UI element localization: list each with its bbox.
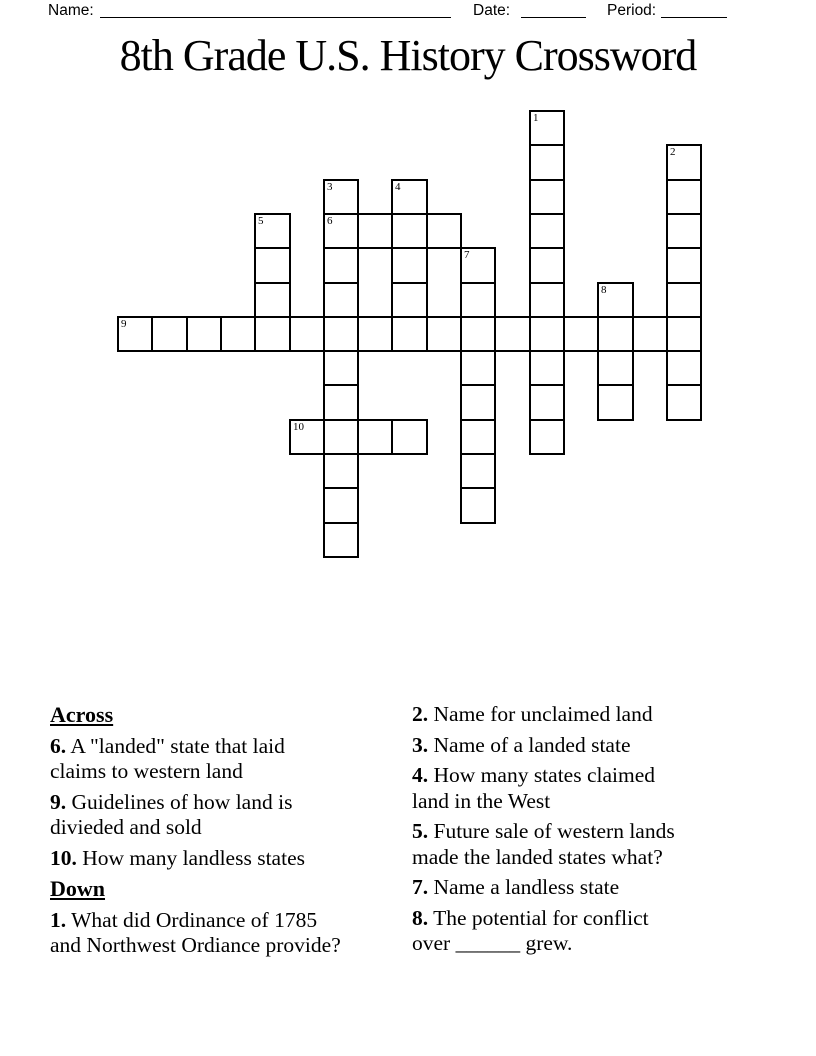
grid-cell-10[interactable]: [289, 419, 325, 455]
clue-number: 6.: [50, 733, 67, 758]
clue-across-6: 6. A "landed" state that laid claims to western land: [50, 733, 285, 783]
grid-cell[interactable]: [220, 316, 256, 352]
grid-cell[interactable]: [357, 419, 393, 455]
grid-cell[interactable]: [323, 487, 359, 524]
grid-cell-5[interactable]: [254, 213, 291, 249]
grid-cell[interactable]: [529, 316, 565, 352]
grid-cell[interactable]: [151, 316, 188, 352]
grid-cell[interactable]: [254, 316, 291, 352]
grid-cell[interactable]: [391, 282, 428, 318]
grid-cell[interactable]: [597, 350, 634, 386]
grid-cell[interactable]: [391, 419, 428, 455]
grid-cell[interactable]: [254, 247, 291, 284]
grid-cell[interactable]: [666, 384, 702, 421]
grid-cell[interactable]: [323, 316, 359, 352]
grid-cell-8[interactable]: [597, 282, 634, 318]
grid-cell[interactable]: [529, 282, 565, 318]
name-label: Name:: [48, 2, 94, 19]
grid-cell[interactable]: [460, 419, 496, 455]
grid-cell[interactable]: [426, 316, 462, 352]
grid-cell-6[interactable]: [323, 213, 359, 249]
grid-cell[interactable]: [460, 487, 496, 524]
cell-number: 3: [327, 181, 333, 193]
grid-cell[interactable]: [460, 350, 496, 386]
grid-cell-9[interactable]: [117, 316, 153, 352]
date-label: Date:: [473, 2, 511, 19]
cell-number: 10: [293, 421, 304, 433]
grid-cell[interactable]: [666, 316, 702, 352]
grid-cell[interactable]: [529, 384, 565, 421]
grid-cell[interactable]: [323, 419, 359, 455]
cell-number: 4: [395, 181, 401, 193]
grid-cell[interactable]: [529, 419, 565, 455]
clue-number: 2.: [412, 702, 429, 726]
grid-cell[interactable]: [597, 316, 634, 352]
clue-down-4: 4. How many states claimed land in the West: [412, 763, 656, 813]
cell-number: 5: [258, 215, 264, 227]
grid-cell[interactable]: [186, 316, 222, 352]
grid-cell-7[interactable]: [460, 247, 496, 284]
name-blank-line[interactable]: [100, 1, 451, 18]
grid-cell[interactable]: [666, 179, 702, 215]
clue-across-9: 9. Guidelines of how land is divieded and sold: [50, 789, 293, 839]
clue-number: 7.: [412, 875, 429, 899]
clue-down-5: 5. Future sale of western lands made the landed states what?: [412, 819, 675, 869]
cell-number: 8: [601, 284, 607, 296]
clue-down-8: 8. The potential for conflict over ______ grew.: [412, 905, 649, 955]
clue-number: 4.: [412, 763, 429, 787]
grid-cell[interactable]: [254, 282, 291, 318]
grid-cell[interactable]: [323, 247, 359, 284]
cell-number: 2: [670, 146, 676, 158]
grid-cell[interactable]: [460, 316, 496, 352]
grid-cell[interactable]: [529, 350, 565, 386]
grid-cell[interactable]: [460, 384, 496, 421]
grid-cell[interactable]: [391, 247, 428, 284]
grid-cell[interactable]: [323, 522, 359, 558]
grid-cell[interactable]: [323, 282, 359, 318]
grid-cell[interactable]: [323, 453, 359, 489]
across-heading: Across: [50, 702, 114, 727]
down-heading: Down: [50, 876, 106, 901]
grid-cell[interactable]: [357, 316, 393, 352]
clue-number: 9.: [50, 789, 67, 814]
clues-right-column: [412, 702, 742, 962]
grid-cell[interactable]: [460, 453, 496, 489]
grid-cell[interactable]: [666, 350, 702, 386]
date-blank-line[interactable]: [521, 1, 586, 18]
grid-cell[interactable]: [666, 247, 702, 284]
clue-number: 5.: [412, 819, 429, 843]
clue-down-2: 2. Name for unclaimed land: [412, 702, 653, 726]
grid-cell[interactable]: [666, 213, 702, 249]
grid-cell[interactable]: [391, 316, 428, 352]
grid-cell[interactable]: [529, 144, 565, 181]
clue-number: 8.: [412, 905, 429, 930]
grid-cell[interactable]: [391, 213, 428, 249]
cell-number: 1: [533, 112, 539, 124]
period-label: Period:: [607, 2, 657, 19]
grid-cell[interactable]: [529, 247, 565, 284]
grid-cell-4[interactable]: [391, 179, 428, 215]
period-blank-line[interactable]: [661, 1, 727, 18]
clues-left-column: [50, 702, 410, 964]
grid-cell[interactable]: [426, 213, 462, 249]
grid-cell[interactable]: [529, 179, 565, 215]
grid-cell-2[interactable]: [666, 144, 702, 181]
clue-down-1: 1. What did Ordinance of 1785 and Northwest Ordiance provide?: [50, 907, 341, 957]
cell-number: 9: [121, 318, 127, 330]
grid-cell[interactable]: [357, 213, 393, 249]
grid-cell[interactable]: [323, 350, 359, 386]
cell-number: 7: [464, 249, 470, 261]
clue-number: 3.: [412, 732, 429, 757]
grid-cell-3[interactable]: [323, 179, 359, 215]
clue-number: 1.: [50, 907, 67, 932]
grid-cell[interactable]: [323, 384, 359, 421]
grid-cell[interactable]: [289, 316, 325, 352]
grid-cell-1[interactable]: [529, 110, 565, 146]
clue-down-3: 3. Name of a landed state: [412, 732, 631, 757]
clue-down-7: 7. Name a landless state: [412, 875, 620, 899]
grid-cell[interactable]: [632, 316, 668, 352]
grid-cell[interactable]: [597, 384, 634, 421]
grid-cell[interactable]: [563, 316, 599, 352]
clue-across-10: 10. How many landless states: [50, 845, 305, 870]
grid-cell[interactable]: [529, 213, 565, 249]
cell-number: 6: [327, 215, 333, 227]
grid-cell[interactable]: [460, 282, 496, 318]
page-title: 8th Grade U.S. History Crossword: [119, 31, 697, 80]
grid-cell[interactable]: [666, 282, 702, 318]
clue-number: 10.: [50, 845, 77, 870]
grid-cell[interactable]: [494, 316, 531, 352]
